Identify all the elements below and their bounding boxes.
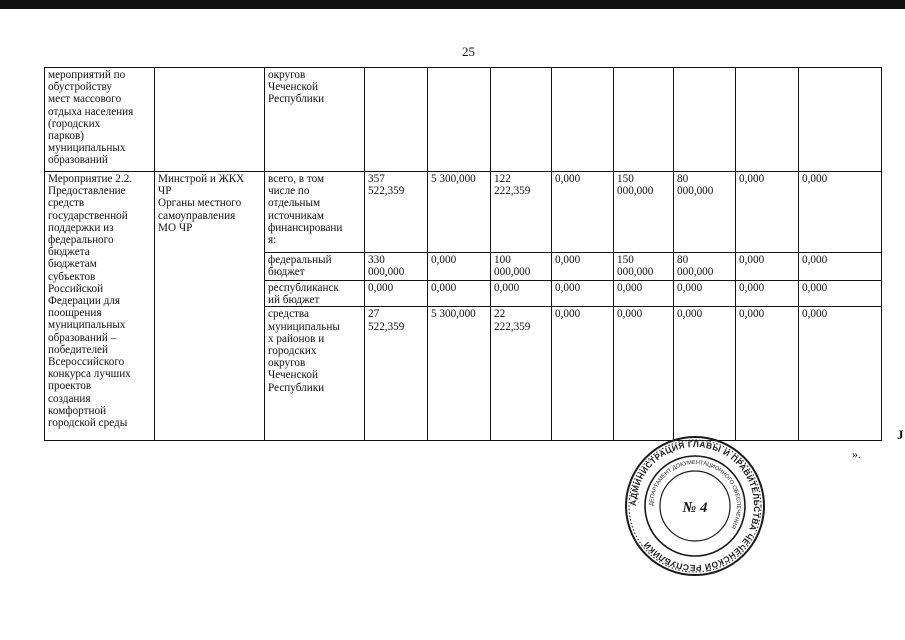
value-cell: 0,000	[614, 307, 674, 441]
value-cell: 150 000,000	[614, 253, 674, 281]
value-cell: 0,000	[552, 172, 614, 253]
value-cell: 5 300,000	[428, 307, 491, 441]
value-cell: 0,000	[736, 253, 799, 281]
value-cell	[799, 68, 882, 172]
event-cell: Мероприятие 2.2. Предоставление средств государственной поддержки из федерального бюджета бюджетам субъектов Российской Федерации для поощрения муниципальных образований – победителей Всероссийского конкурса лучших проектов создания комфортной городской среды	[45, 172, 155, 441]
value-cell: 22 222,359	[491, 307, 552, 441]
value-cell: 0,000	[736, 307, 799, 441]
value-cell	[365, 68, 428, 172]
value-cell: 0,000	[491, 281, 552, 307]
value-cell: 0,000	[799, 253, 882, 281]
value-cell: 150 000,000	[614, 172, 674, 253]
value-cell: 80 000,000	[674, 253, 736, 281]
value-cell: 0,000	[365, 281, 428, 307]
value-cell: 0,000	[736, 281, 799, 307]
value-cell	[614, 68, 674, 172]
value-cell: 80 000,000	[674, 172, 736, 253]
scan-edge-bar	[0, 0, 905, 9]
funding-table	[44, 67, 882, 441]
value-cell: 0,000	[552, 253, 614, 281]
value-cell: 5 300,000	[428, 172, 491, 253]
table-row	[45, 172, 882, 253]
value-cell: 100 000,000	[491, 253, 552, 281]
seal-outer-text: АДМИНИСТРАЦИЯ ГЛАВЫ И ПРАВИТЕЛЬСТВА ЧЕЧЕНСКОЙ РЕСПУБЛИКИ	[627, 438, 763, 574]
value-cell: 330 000,000	[365, 253, 428, 281]
value-cell: 0,000	[736, 172, 799, 253]
value-cell	[674, 68, 736, 172]
page-number: 25	[462, 44, 475, 59]
value-cell: 0,000	[799, 172, 882, 253]
value-cell: 0,000	[674, 281, 736, 307]
executor-cell: Минстрой и ЖКХ ЧР Органы местного самоуправления МО ЧР	[155, 172, 265, 441]
value-cell: 0,000	[799, 281, 882, 307]
seal-graphic	[624, 435, 766, 577]
closing-quote: ».	[852, 447, 861, 461]
value-cell	[552, 68, 614, 172]
seal-inner-text: ДЕПАРТАМЕНТ ДОКУМЕНТАЦИОННОГО ОБЕСПЕЧЕНИЯ	[648, 459, 742, 530]
edge-mark: J	[897, 427, 904, 442]
value-cell	[736, 68, 799, 172]
value-cell: 0,000	[552, 307, 614, 441]
source-cell: республиканск ий бюджет	[265, 281, 365, 307]
value-cell: 0,000	[614, 281, 674, 307]
source-cell: средства муниципальны х районов и городских округов Чеченской Республики	[265, 307, 365, 441]
value-cell	[428, 68, 491, 172]
value-cell: 0,000	[552, 281, 614, 307]
table-row	[45, 68, 882, 172]
source-cell: округов Чеченской Республики	[265, 68, 365, 172]
source-cell: всего, в том числе по отдельным источникам финансировани я:	[265, 172, 365, 253]
value-cell: 27 522,359	[365, 307, 428, 441]
event-cell: мероприятий по обустройству мест массового отдыха населения (городских парков) муниципальных образований	[45, 68, 155, 172]
source-cell: федеральный бюджет	[265, 253, 365, 281]
value-cell: 0,000	[674, 307, 736, 441]
value-cell: 0,000	[799, 307, 882, 441]
value-cell: 0,000	[428, 281, 491, 307]
value-cell: 122 222,359	[491, 172, 552, 253]
value-cell	[491, 68, 552, 172]
executor-cell	[155, 68, 265, 172]
official-seal-stamp	[624, 435, 766, 577]
seal-number: № 4	[682, 500, 708, 516]
value-cell: 357 522,359	[365, 172, 428, 253]
value-cell: 0,000	[428, 253, 491, 281]
